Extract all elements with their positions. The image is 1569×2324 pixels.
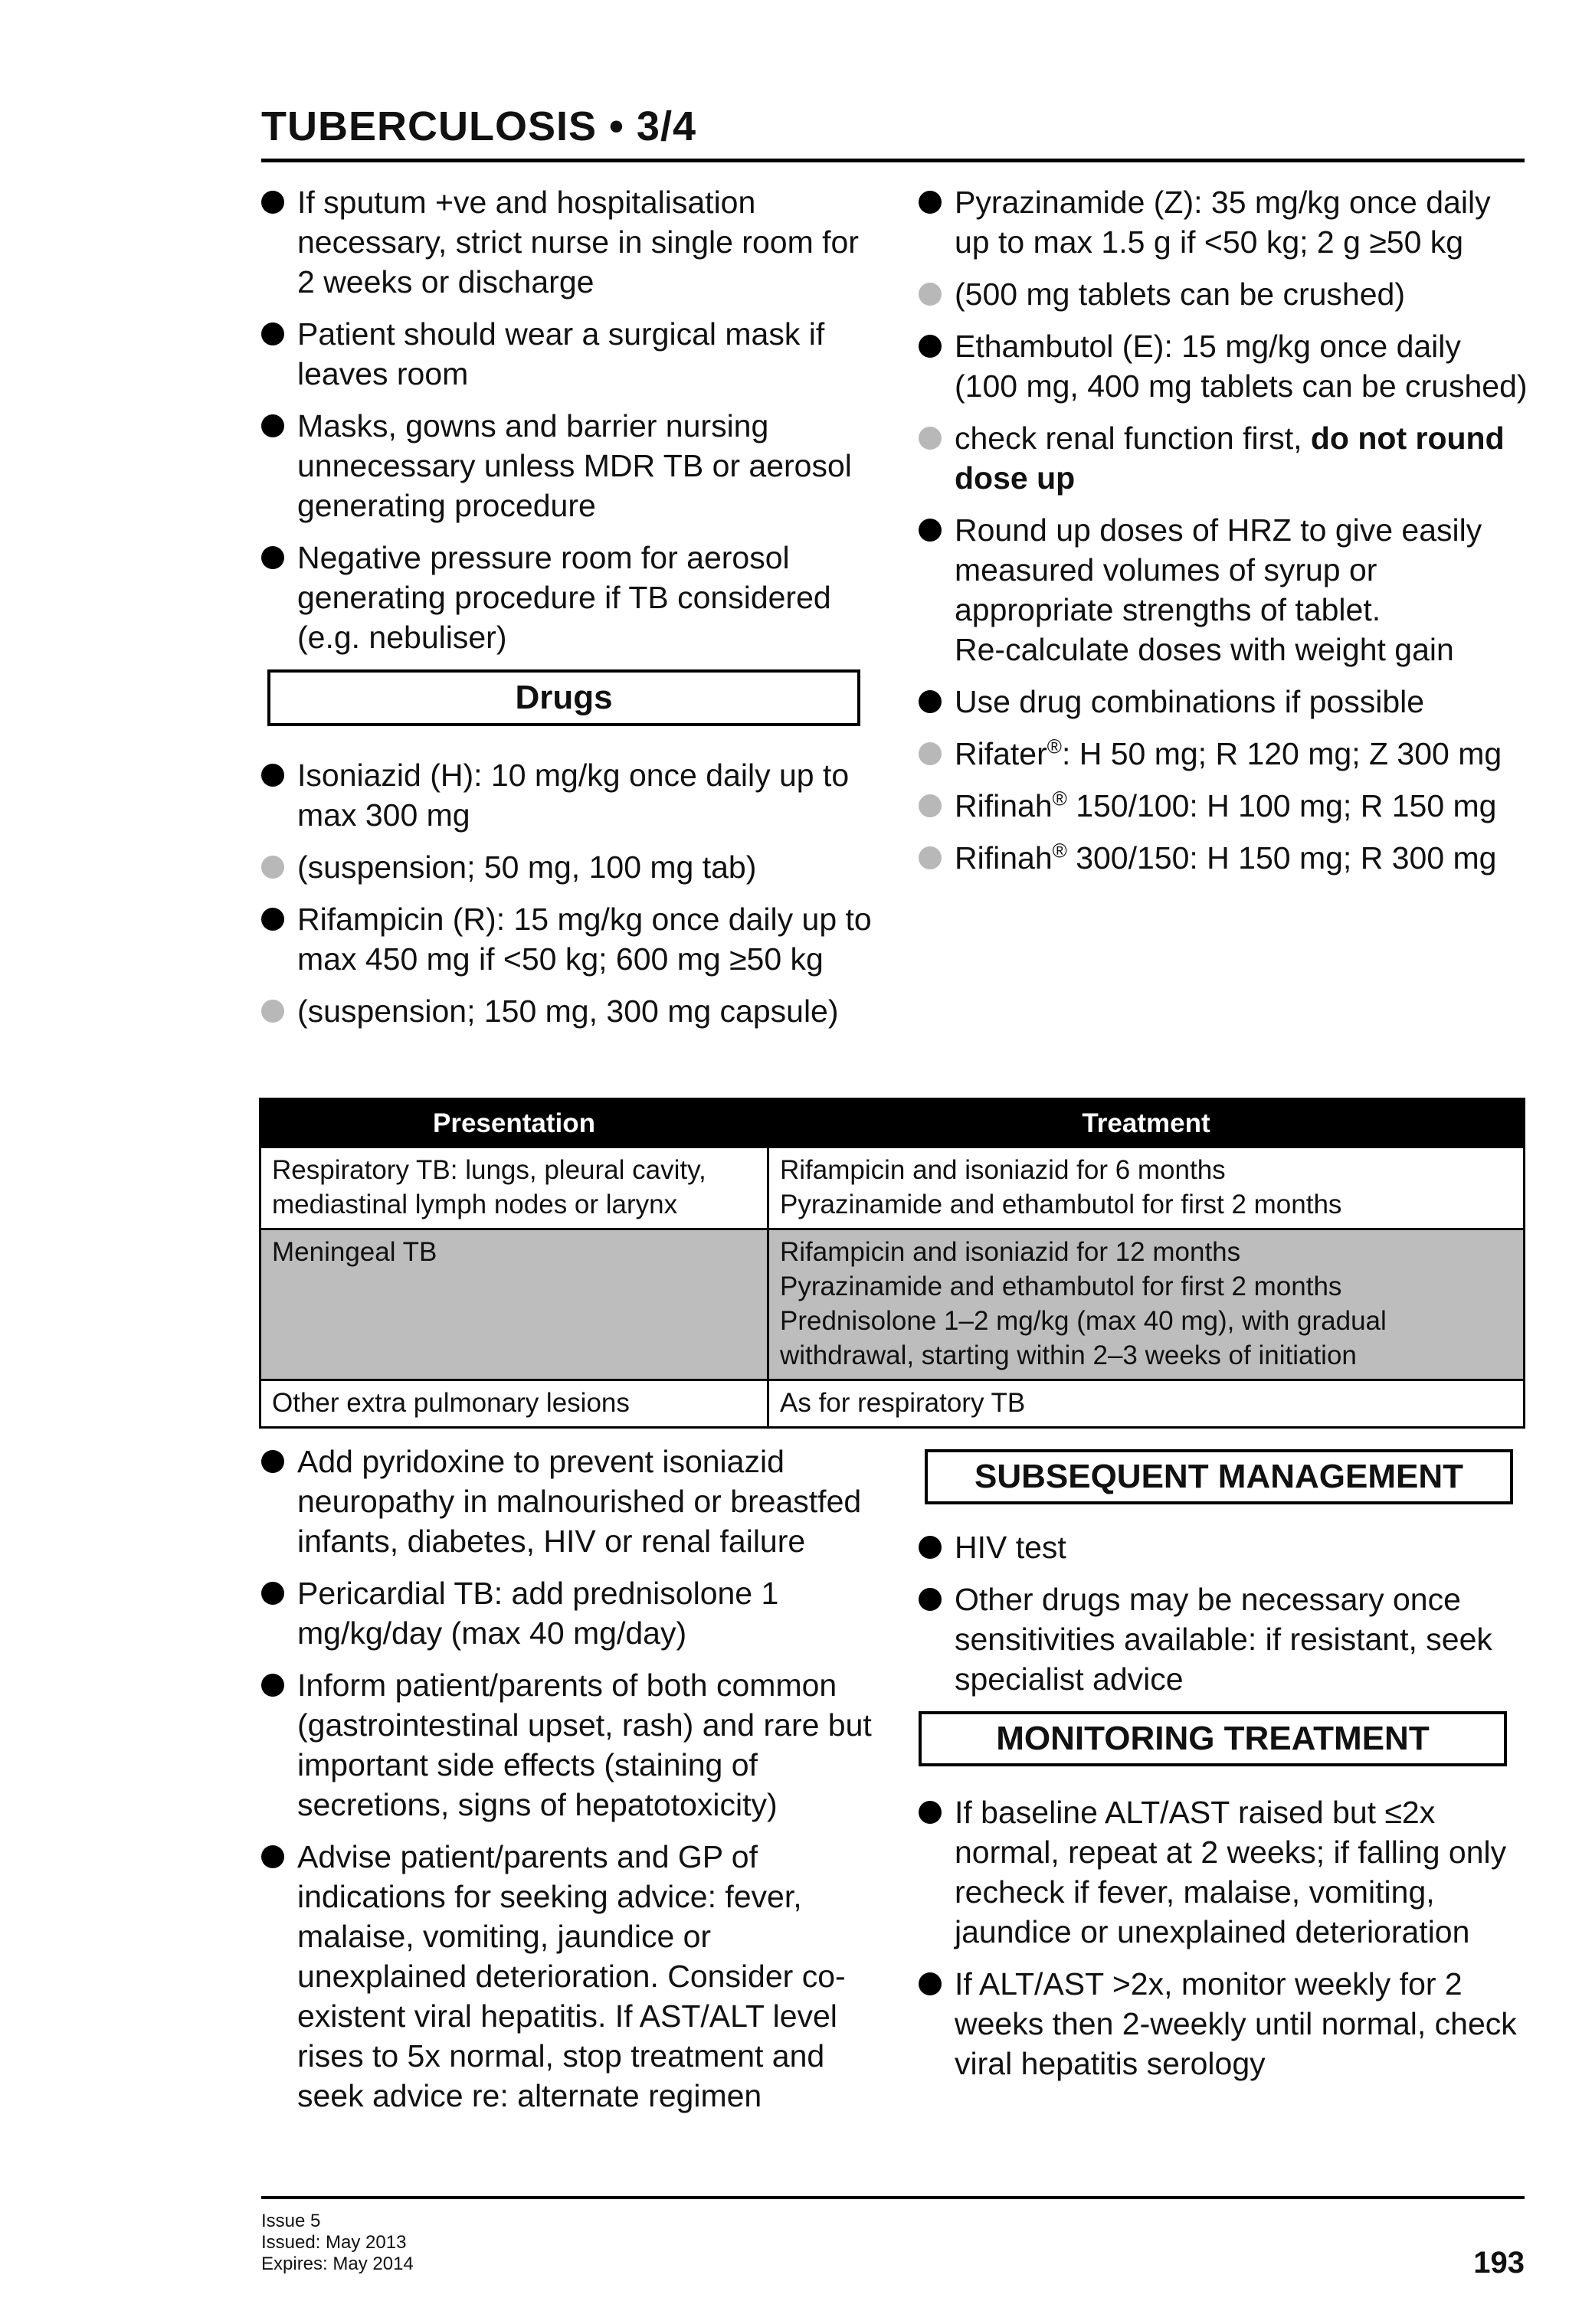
black-bullet-icon (261, 1582, 284, 1605)
grey-bullet-icon (261, 1000, 284, 1023)
treatment-cell: Rifampicin and isoniazid for 12 months Pyrazinamide and ethambutol for first 2 months Prednisolone 1–2 mg/kg (max 40 mg), with gradual withdrawal, starting within 2–3 weeks of initiation (768, 1229, 1525, 1380)
black-bullet-icon (919, 1972, 942, 1995)
monitoring-treatment-heading: MONITORING TREATMENT (919, 1711, 1507, 1766)
black-bullet-icon (261, 1450, 284, 1473)
list-item: Rifampicin (R): 15 mg/kg once daily up to max 450 mg if <50 kg; 600 mg ≥50 kg (261, 899, 874, 979)
grey-bullet-icon (919, 846, 942, 869)
black-bullet-icon (919, 335, 942, 358)
black-bullet-icon (261, 414, 284, 437)
black-bullet-icon (919, 1536, 942, 1559)
presentation-cell: Meningeal TB (260, 1229, 768, 1380)
list-item: Round up doses of HRZ to give easily measured volumes of syrup or appropriate strengths of tablet. Re-calculate doses with weight gain (919, 510, 1531, 669)
table-row (260, 1380, 1525, 1428)
subsequent-management-list (919, 1527, 1531, 1699)
black-bullet-icon (919, 191, 942, 214)
title-rule (261, 159, 1525, 162)
page-title: TUBERCULOSIS • 3/4 (261, 103, 696, 149)
left-top-column (261, 182, 874, 1043)
footer-meta (261, 2211, 414, 2275)
list-item: (suspension; 50 mg, 100 mg tab) (261, 847, 874, 887)
grey-bullet-icon (919, 794, 942, 817)
treatment-cell: As for respiratory TB (768, 1380, 1525, 1428)
list-item: Isoniazid (H): 10 mg/kg once daily up to max 300 mg (261, 755, 874, 835)
black-bullet-icon (919, 1801, 942, 1824)
treatment-table (259, 1098, 1525, 1429)
page-number: 193 (1473, 2246, 1525, 2280)
black-bullet-icon (261, 764, 284, 787)
list-item: If baseline ALT/AST raised but ≤2x normal, repeat at 2 weeks; if falling only recheck if fever, malaise, vomiting, jaundice or unexplained deterioration (919, 1792, 1531, 1952)
registered-mark: ® (1052, 787, 1067, 810)
list-item: Inform patient/parents of both common (gastrointestinal upset, rash) and rare but important side effects (staining of secretions, signs of hepatotoxicity) (261, 1665, 874, 1825)
infection-control-list (261, 182, 874, 657)
list-item: Pericardial TB: add prednisolone 1 mg/kg/day (max 40 mg/day) (261, 1573, 874, 1653)
list-item: Use drug combinations if possible (919, 682, 1531, 722)
presentation-cell: Other extra pulmonary lesions (260, 1380, 768, 1428)
black-bullet-icon (261, 908, 284, 931)
list-item: Rifinah® 150/100: H 100 mg; R 150 mg (919, 786, 1531, 826)
list-item: (500 mg tablets can be crushed) (919, 274, 1531, 314)
grey-bullet-icon (919, 427, 942, 450)
right-bottom-column (919, 1449, 1531, 2096)
list-item: (suspension; 150 mg, 300 mg capsule) (261, 991, 874, 1031)
footer-rule (261, 2196, 1525, 2199)
list-item: Add pyridoxine to prevent isoniazid neuropathy in malnourished or breastfed infants, diabetes, HIV or renal failure (261, 1442, 874, 1561)
drug-dosing-list (919, 182, 1531, 878)
list-item: Rifinah® 300/150: H 150 mg; R 300 mg (919, 838, 1531, 878)
black-bullet-icon (919, 519, 942, 542)
black-bullet-icon (261, 322, 284, 345)
renal-warning: do not round dose up (955, 421, 1505, 496)
monitoring-treatment-list (919, 1792, 1531, 2083)
list-item: Advise patient/parents and GP of indications for seeking advice: fever, malaise, vomiting, jaundice or unexplained deterioration. Consider co-existent viral hepatitis. If AST/ALT level rises to 5x normal, stop treatment and seek advice re: alternate regimen (261, 1837, 874, 2116)
list-item: Patient should wear a surgical mask if leaves room (261, 314, 874, 394)
table-row (260, 1229, 1525, 1380)
left-bottom-column (261, 1442, 874, 2128)
presentation-cell: Respiratory TB: lungs, pleural cavity, mediastinal lymph nodes or larynx (260, 1147, 768, 1229)
list-item: HIV test (919, 1527, 1531, 1567)
additional-advice-list (261, 1442, 874, 2116)
registered-mark: ® (1052, 839, 1067, 862)
list-item: Negative pressure room for aerosol generating procedure if TB considered (e.g. nebuliser) (261, 538, 874, 657)
grey-bullet-icon (919, 283, 942, 306)
list-item: Other drugs may be necessary once sensitivities available: if resistant, seek specialist advice (919, 1579, 1531, 1699)
treatment-cell: Rifampicin and isoniazid for 6 months Pyrazinamide and ethambutol for first 2 months (768, 1147, 1525, 1229)
table-row (260, 1147, 1525, 1229)
grey-bullet-icon (261, 856, 284, 879)
list-item: If sputum +ve and hospitalisation necessary, strict nurse in single room for 2 weeks or discharge (261, 182, 874, 302)
list-item: check renal function first, do not round dose up (919, 418, 1531, 498)
black-bullet-icon (261, 191, 284, 214)
black-bullet-icon (261, 1674, 284, 1697)
list-item: Pyrazinamide (Z): 35 mg/kg once daily up to max 1.5 g if <50 kg; 2 g ≥50 kg (919, 182, 1531, 262)
grey-bullet-icon (919, 742, 942, 765)
column-header: Presentation (260, 1099, 768, 1147)
list-item: Rifater®: H 50 mg; R 120 mg; Z 300 mg (919, 734, 1531, 774)
expiry-date: Expires: May 2014 (261, 2254, 414, 2274)
black-bullet-icon (261, 546, 284, 569)
column-header: Treatment (768, 1099, 1525, 1147)
issue-number: Issue 5 (261, 2211, 321, 2231)
list-item: If ALT/AST >2x, monitor weekly for 2 weeks then 2-weekly until normal, check viral hepatitis serology (919, 1964, 1531, 2083)
black-bullet-icon (261, 1845, 284, 1868)
table-header-row (260, 1099, 1525, 1147)
right-top-column (919, 182, 1531, 890)
black-bullet-icon (919, 1588, 942, 1611)
drugs-list (261, 755, 874, 1031)
list-item: Ethambutol (E): 15 mg/kg once daily (100 mg, 400 mg tablets can be crushed) (919, 326, 1531, 406)
subsequent-management-heading: SUBSEQUENT MANAGEMENT (925, 1449, 1513, 1504)
issued-date: Issued: May 2013 (261, 2232, 407, 2253)
drugs-heading: Drugs (267, 669, 860, 726)
list-item: Masks, gowns and barrier nursing unnecessary unless MDR TB or aerosol generating procedure (261, 406, 874, 525)
black-bullet-icon (919, 690, 942, 713)
registered-mark: ® (1047, 735, 1062, 758)
